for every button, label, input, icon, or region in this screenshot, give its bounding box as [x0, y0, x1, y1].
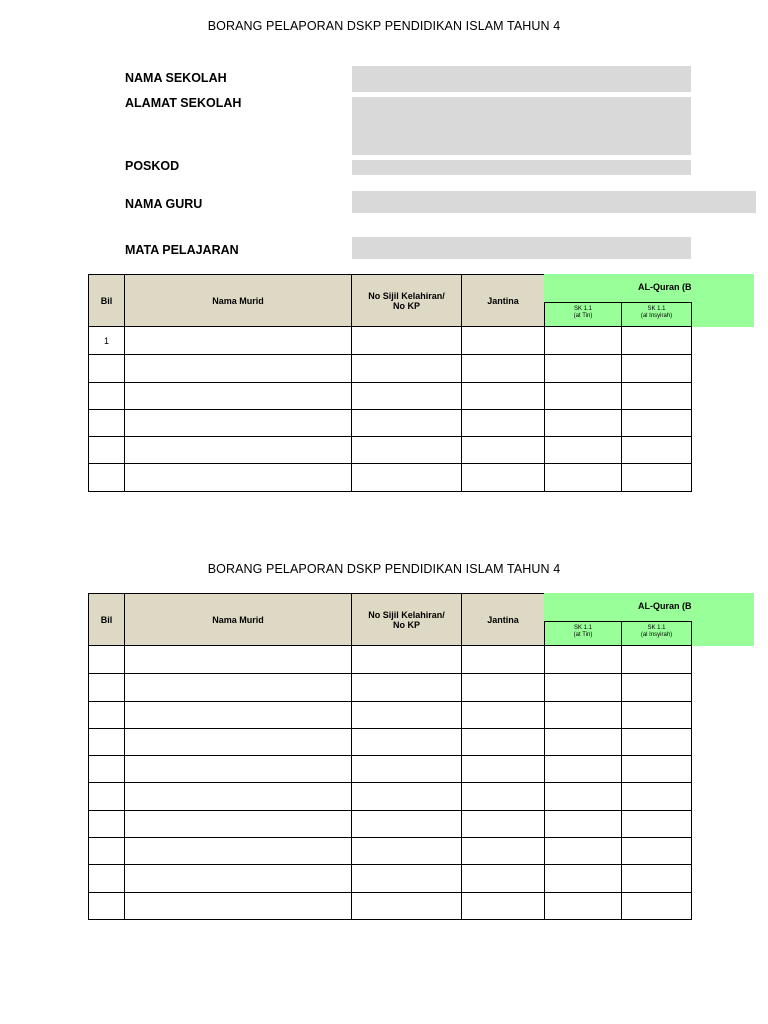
label-poskod: POSKOD — [125, 159, 180, 173]
cell-jantina[interactable] — [461, 892, 545, 920]
cell-bil[interactable] — [88, 436, 125, 464]
cell-no-sijil[interactable] — [351, 755, 462, 783]
cell-sk-al-insyirah[interactable] — [621, 464, 692, 492]
cell-sk-al-insyirah[interactable] — [621, 382, 692, 410]
cell-sk-al-insyirah[interactable] — [621, 673, 692, 701]
cell-sk-at-tin[interactable] — [544, 464, 622, 492]
cell-jantina[interactable] — [461, 327, 545, 355]
cell-sk-al-insyirah[interactable] — [621, 409, 692, 437]
cell-bil[interactable] — [88, 382, 125, 410]
cell-bil[interactable] — [88, 409, 125, 437]
cell-no-sijil[interactable] — [351, 728, 462, 756]
cell-sk-al-insyirah[interactable] — [621, 810, 692, 838]
cell-bil[interactable] — [88, 864, 125, 892]
field-nama-sekolah[interactable] — [352, 66, 691, 92]
cell-sk-al-insyirah[interactable] — [621, 728, 692, 756]
cell-sk-al-insyirah[interactable] — [621, 436, 692, 464]
cell-nama-murid[interactable] — [124, 810, 352, 838]
field-mata-pelajaran[interactable] — [352, 237, 691, 259]
cell-nama-murid[interactable] — [124, 354, 352, 382]
field-poskod[interactable] — [352, 160, 691, 175]
cell-jantina[interactable] — [461, 673, 545, 701]
cell-bil[interactable] — [88, 354, 125, 382]
cell-sk-at-tin[interactable] — [544, 382, 622, 410]
cell-jantina[interactable] — [461, 810, 545, 838]
cell-sk-al-insyirah[interactable] — [621, 864, 692, 892]
cell-sk-at-tin[interactable] — [544, 728, 622, 756]
header-sk-at-tin: SK 1.1 (at Tin) — [544, 621, 622, 646]
header-jantina: Jantina — [461, 593, 545, 646]
cell-no-sijil[interactable] — [351, 783, 462, 811]
cell-no-sijil[interactable] — [351, 810, 462, 838]
cell-sk-at-tin[interactable] — [544, 755, 622, 783]
cell-sk-at-tin[interactable] — [544, 892, 622, 920]
cell-sk-al-insyirah[interactable] — [621, 755, 692, 783]
header-sk-al-insyirah: SK 1.1 (al Insyirah) — [621, 302, 692, 327]
cell-jantina[interactable] — [461, 864, 545, 892]
cell-sk-at-tin[interactable] — [544, 646, 622, 674]
cell-nama-murid[interactable] — [124, 783, 352, 811]
label-nama-sekolah: NAMA SEKOLAH — [125, 71, 227, 85]
cell-bil[interactable] — [88, 464, 125, 492]
cell-nama-murid[interactable] — [124, 728, 352, 756]
cell-jantina[interactable] — [461, 783, 545, 811]
cell-sk-at-tin[interactable] — [544, 436, 622, 464]
cell-nama-murid[interactable] — [124, 327, 352, 355]
cell-nama-murid[interactable] — [124, 409, 352, 437]
cell-bil[interactable] — [88, 892, 125, 920]
cell-sk-at-tin[interactable] — [544, 327, 622, 355]
label-nama-guru: NAMA GURU — [125, 197, 203, 211]
cell-jantina[interactable] — [461, 646, 545, 674]
cell-sk-at-tin[interactable] — [544, 864, 622, 892]
cell-bil[interactable] — [88, 755, 125, 783]
cell-no-sijil[interactable] — [351, 327, 462, 355]
cell-jantina[interactable] — [461, 409, 545, 437]
cell-sk-al-insyirah[interactable] — [621, 701, 692, 729]
cell-no-sijil[interactable] — [351, 354, 462, 382]
cell-bil[interactable]: 1 — [88, 327, 125, 355]
header-al-quran: AL-Quran (B — [638, 601, 692, 611]
cell-nama-murid[interactable] — [124, 864, 352, 892]
cell-no-sijil[interactable] — [351, 892, 462, 920]
cell-jantina[interactable] — [461, 728, 545, 756]
header-nama-murid: Nama Murid — [124, 274, 352, 327]
cell-sk-al-insyirah[interactable] — [621, 354, 692, 382]
header-jantina: Jantina — [461, 274, 545, 327]
cell-bil[interactable] — [88, 728, 125, 756]
cell-jantina[interactable] — [461, 837, 545, 865]
header-bil: Bil — [88, 274, 125, 327]
cell-sk-at-tin[interactable] — [544, 701, 622, 729]
cell-nama-murid[interactable] — [124, 701, 352, 729]
cell-bil[interactable] — [88, 673, 125, 701]
cell-sk-at-tin[interactable] — [544, 810, 622, 838]
cell-no-sijil[interactable] — [351, 382, 462, 410]
cell-sk-at-tin[interactable] — [544, 837, 622, 865]
header-bil: Bil — [88, 593, 125, 646]
cell-sk-al-insyirah[interactable] — [621, 327, 692, 355]
cell-sk-al-insyirah[interactable] — [621, 646, 692, 674]
cell-sk-at-tin[interactable] — [544, 354, 622, 382]
label-alamat-sekolah: ALAMAT SEKOLAH — [125, 96, 242, 110]
cell-bil[interactable] — [88, 701, 125, 729]
cell-sk-at-tin[interactable] — [544, 783, 622, 811]
cell-bil[interactable] — [88, 646, 125, 674]
cell-jantina[interactable] — [461, 701, 545, 729]
cell-sk-al-insyirah[interactable] — [621, 892, 692, 920]
header-sk-al-insyirah: SK 1.1 (al Insyirah) — [621, 621, 692, 646]
cell-sk-at-tin[interactable] — [544, 673, 622, 701]
cell-nama-murid[interactable] — [124, 673, 352, 701]
cell-no-sijil[interactable] — [351, 646, 462, 674]
cell-jantina[interactable] — [461, 755, 545, 783]
header-no-sijil: No Sijil Kelahiran/ No KP — [351, 274, 462, 327]
form-title-2: BORANG PELAPORAN DSKP PENDIDIKAN ISLAM TAHUN 4 — [207, 562, 561, 576]
cell-sk-al-insyirah[interactable] — [621, 837, 692, 865]
cell-no-sijil[interactable] — [351, 673, 462, 701]
cell-jantina[interactable] — [461, 436, 545, 464]
cell-no-sijil[interactable] — [351, 409, 462, 437]
cell-sk-al-insyirah[interactable] — [621, 783, 692, 811]
cell-no-sijil[interactable] — [351, 837, 462, 865]
header-sk-at-tin: SK 1.1 (at Tin) — [544, 302, 622, 327]
cell-nama-murid[interactable] — [124, 464, 352, 492]
cell-bil[interactable] — [88, 810, 125, 838]
cell-nama-murid[interactable] — [124, 436, 352, 464]
cell-nama-murid[interactable] — [124, 646, 352, 674]
cell-no-sijil[interactable] — [351, 864, 462, 892]
cell-jantina[interactable] — [461, 464, 545, 492]
cell-nama-murid[interactable] — [124, 755, 352, 783]
cell-sk-at-tin[interactable] — [544, 409, 622, 437]
cell-bil[interactable] — [88, 783, 125, 811]
cell-jantina[interactable] — [461, 354, 545, 382]
cell-nama-murid[interactable] — [124, 892, 352, 920]
form-title: BORANG PELAPORAN DSKP PENDIDIKAN ISLAM TAHUN 4 — [207, 19, 561, 33]
header-no-sijil: No Sijil Kelahiran/ No KP — [351, 593, 462, 646]
cell-no-sijil[interactable] — [351, 464, 462, 492]
cell-no-sijil[interactable] — [351, 436, 462, 464]
cell-bil[interactable] — [88, 837, 125, 865]
cell-nama-murid[interactable] — [124, 837, 352, 865]
header-nama-murid: Nama Murid — [124, 593, 352, 646]
field-alamat-sekolah[interactable] — [352, 97, 691, 155]
cell-no-sijil[interactable] — [351, 701, 462, 729]
header-al-quran: AL-Quran (B — [638, 282, 692, 292]
cell-jantina[interactable] — [461, 382, 545, 410]
field-nama-guru[interactable] — [352, 191, 756, 213]
cell-nama-murid[interactable] — [124, 382, 352, 410]
label-mata-pelajaran: MATA PELAJARAN — [125, 243, 239, 257]
